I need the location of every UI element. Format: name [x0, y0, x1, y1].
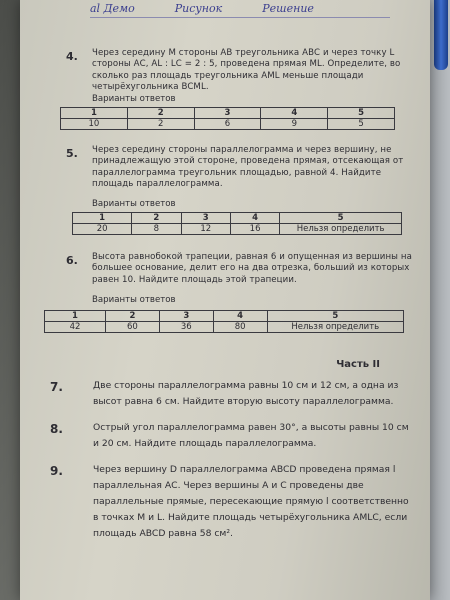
answer-table: [44, 310, 404, 333]
answer-option: 80: [213, 322, 267, 333]
answer-table-header: [61, 108, 395, 119]
answer-option: 42: [45, 322, 106, 333]
variants-label: Варианты ответов: [92, 94, 176, 104]
task-text: Две стороны параллелограмма равны 10 см и 12 см, а одна из высот равна 6 см. Найдите вторую высоту параллелограмма.: [93, 380, 399, 407]
answer-option: 6: [194, 119, 261, 130]
answer-col-header: 2: [132, 213, 181, 224]
variants-label: Варианты ответов: [92, 199, 176, 209]
answer-col-header: 5: [267, 311, 403, 322]
answer-option: 5: [328, 119, 395, 130]
answer-col-header: 3: [181, 213, 230, 224]
answer-col-header: 1: [73, 213, 132, 224]
answer-table-row: [73, 224, 402, 235]
part-title: Часть II: [336, 359, 380, 370]
task-text: Через середину стороны параллелограмма и через вершину, не принадлежащую этой стороне, проведена прямая, отсекающая от параллелограмма треугольник площадью, равной 4. Найдите площадь параллелограмма.: [92, 145, 404, 189]
task-text: Через вершину D параллелограмма ABCD проведена прямая l параллельная АС. Через вершины А и С проведены две параллельные прямые, пересекающие прямую l соответственно в точках М и L. Найдите площадь четырёхугольника AMLC, если площадь ABCD равна 58 см².: [93, 464, 409, 539]
answer-col-header: 3: [194, 108, 261, 119]
answer-option: 36: [159, 322, 213, 333]
answer-option: 20: [73, 224, 132, 235]
task-text: Через середину М стороны АВ треугольника АВС и через точку L стороны АС, AL : LC = 2 : 5, проведена прямая ML. Определите, во сколько раз площадь треугольника AML меньше площади четырёхугольника BCML.: [92, 48, 401, 92]
answer-table: [72, 212, 402, 235]
answer-option: 9: [261, 119, 328, 130]
answer-col-header: 1: [45, 311, 106, 322]
answer-option: 60: [106, 322, 160, 333]
answer-table-header: [73, 213, 402, 224]
answer-table-row: [45, 322, 404, 333]
task-number: 4.: [66, 50, 78, 63]
task-number: 9.: [50, 464, 63, 478]
answer-col-header: 2: [127, 108, 194, 119]
header-item: Рисунок: [174, 2, 223, 15]
answer-col-header: 5: [280, 213, 402, 224]
answer-table-row: [61, 119, 395, 130]
answer-col-header: 4: [213, 311, 267, 322]
pen: [434, 0, 448, 70]
answer-option: 8: [132, 224, 181, 235]
answer-option: 12: [181, 224, 230, 235]
answer-col-header: 4: [261, 108, 328, 119]
handwritten-header: [90, 0, 390, 18]
answer-option: 10: [61, 119, 128, 130]
answer-col-header: 1: [61, 108, 128, 119]
answer-col-header: 3: [159, 311, 213, 322]
answer-table-header: [45, 311, 404, 322]
header-item: Решение: [262, 2, 314, 15]
task-number: 6.: [66, 254, 78, 267]
answer-col-header: 2: [106, 311, 160, 322]
answer-option: 2: [127, 119, 194, 130]
worksheet-page: [20, 0, 430, 600]
answer-option: Нельзя определить: [280, 224, 402, 235]
answer-table: [60, 107, 395, 130]
task-number: 7.: [50, 380, 63, 394]
variants-label: Варианты ответов: [92, 295, 176, 305]
answer-col-header: 5: [328, 108, 395, 119]
answer-col-header: 4: [230, 213, 279, 224]
task-text: Высота равнобокой трапеции, равная 6 и опущенная из вершины на большее основание, делит его на два отрезка, больший из которых равен 10. Найдите площадь этой трапеции.: [92, 252, 412, 285]
task-text: Острый угол параллелограмма равен 30°, а высоты равны 10 см и 20 см. Найдите площадь параллелограмма.: [93, 422, 409, 449]
task-number: 5.: [66, 147, 78, 160]
task-number: 8.: [50, 422, 63, 436]
answer-option: Нельзя определить: [267, 322, 403, 333]
header-item: al Демо: [90, 2, 135, 15]
answer-option: 16: [230, 224, 279, 235]
